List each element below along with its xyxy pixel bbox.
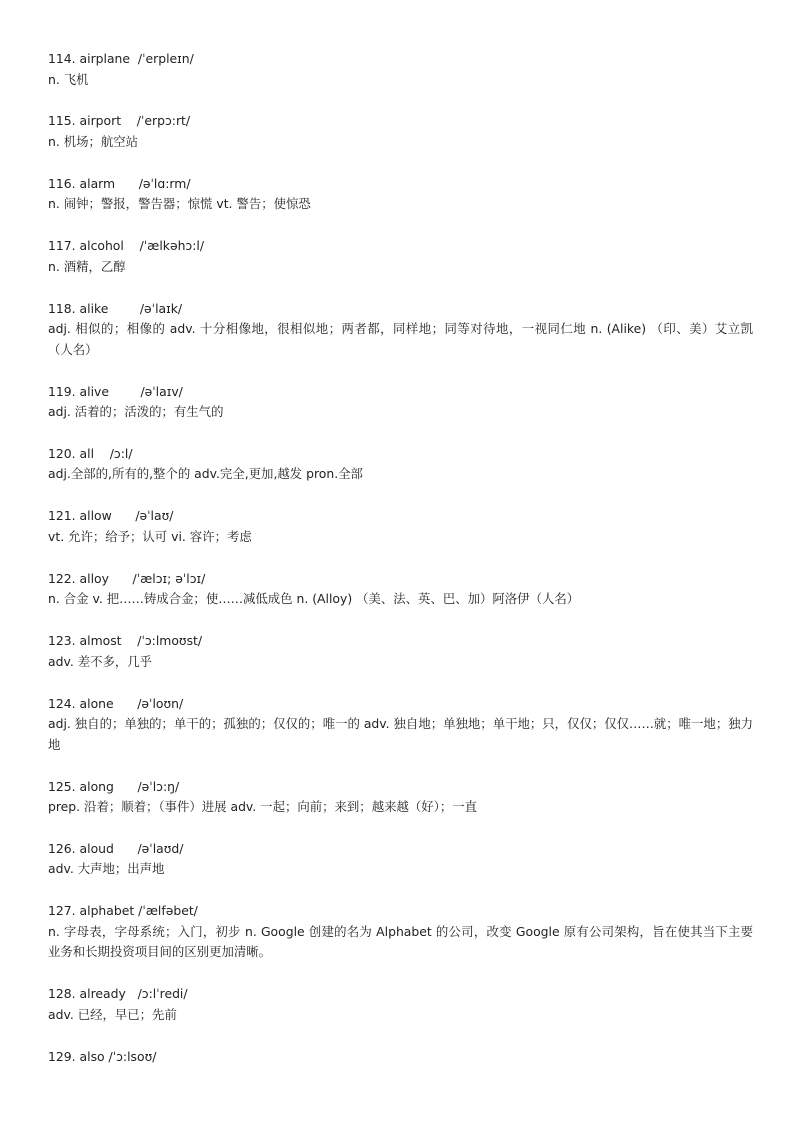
- entry-definition: n. 字母表，字母系统；入门，初步 n. Google 创建的名为 Alphabet 的公司，改变 Google 原有公司架构，旨在使其当下主要业务和长期投资项目间的区别更加清晰。: [48, 923, 753, 960]
- entry-all: [48, 444, 753, 506]
- entry-aloud: [48, 839, 753, 901]
- entry-almost: [48, 631, 753, 693]
- entry-airport: [48, 111, 753, 173]
- entry-definition: adv. 大声地；出声地: [48, 861, 165, 877]
- entry-alike: [48, 299, 753, 382]
- entry-along: [48, 777, 753, 839]
- entry-airplane: [48, 49, 753, 111]
- document-page: [48, 49, 753, 1109]
- entry-headword: 123. almost /ˈɔ:lmoʊst/: [48, 633, 203, 649]
- entry-definition: prep. 沿着；顺着；（事件）进展 adv. 一起；向前；来到；越来越（好）；一直: [48, 799, 478, 815]
- entry-definition: vt. 允许；给予；认可 vi. 容许；考虑: [48, 528, 252, 544]
- entry-headword: 116. alarm /əˈlɑ:rm/: [48, 175, 191, 191]
- entry-definition: n. 酒精，乙醇: [48, 258, 126, 274]
- entry-headword: 119. alive /əˈlaɪv/: [48, 383, 183, 399]
- entry-definition: n. 合金 v. 把……铸成合金；使……减低成色 n. (Alloy) （美、法、英、巴、加）阿洛伊（人名）: [48, 591, 580, 607]
- entry-headword: 114. airplane /ˈerpleɪn/: [48, 51, 194, 66]
- entry-headword: 125. along /əˈlɔ:ŋ/: [48, 778, 180, 794]
- entry-definition: n. 飞机: [48, 71, 89, 87]
- entry-definition: n. 闹钟；警报，警告器；惊慌 vt. 警告；使惊恐: [48, 196, 311, 212]
- entry-headword: 129. also /ˈɔ:lsoʊ/: [48, 1048, 157, 1064]
- entry-already: [48, 984, 753, 1046]
- entry-alloy: [48, 569, 753, 631]
- entry-headword: 122. alloy /ˈælɔɪ; əˈlɔɪ/: [48, 570, 206, 586]
- entry-headword: 124. alone /əˈloʊn/: [48, 695, 184, 711]
- entry-definition: adj. 活着的；活泼的；有生气的: [48, 404, 224, 420]
- entry-alone: [48, 694, 753, 777]
- entry-headword: 121. allow /əˈlaʊ/: [48, 508, 174, 524]
- entry-alive: [48, 382, 753, 444]
- entry-headword: 118. alike /əˈlaɪk/: [48, 300, 183, 316]
- entry-alcohol: [48, 236, 753, 298]
- entry-headword: 126. aloud /əˈlaʊd/: [48, 840, 184, 856]
- entry-alphabet: [48, 901, 753, 984]
- entry-alarm: [48, 174, 753, 236]
- entry-definition: n. 机场；航空站: [48, 133, 139, 149]
- entry-also: [48, 1047, 753, 1109]
- entry-allow: [48, 506, 753, 568]
- entry-definition: adv. 差不多，几乎: [48, 653, 153, 669]
- entry-headword: 115. airport /ˈerpɔ:rt/: [48, 113, 191, 129]
- entry-headword: 127. alphabet /ˈælfəbet/: [48, 903, 198, 919]
- entry-definition: adj.全部的,所有的,整个的 adv.完全,更加,越发 pron.全部: [48, 466, 363, 482]
- entry-definition: adj. 独自的；单独的；单干的；孤独的；仅仅的；唯一的 adv. 独自地；单独地；单干地；只，仅仅；仅仅……就；唯一地；独力地: [48, 716, 753, 752]
- entry-headword: 128. already /ɔ:lˈredi/: [48, 986, 188, 1002]
- entry-headword: 120. all /ɔ:l/: [48, 445, 133, 461]
- entry-definition: adj. 相似的；相像的 adv. 十分相像地，很相似地；两者都，同样地；同等对待地，一视同仁地 n. (Alike) （印、美）艾立凯（人名）: [48, 321, 753, 357]
- entry-definition: adv. 已经，早已；先前: [48, 1006, 177, 1022]
- entry-headword: 117. alcohol /ˈælkəhɔ:l/: [48, 238, 205, 254]
